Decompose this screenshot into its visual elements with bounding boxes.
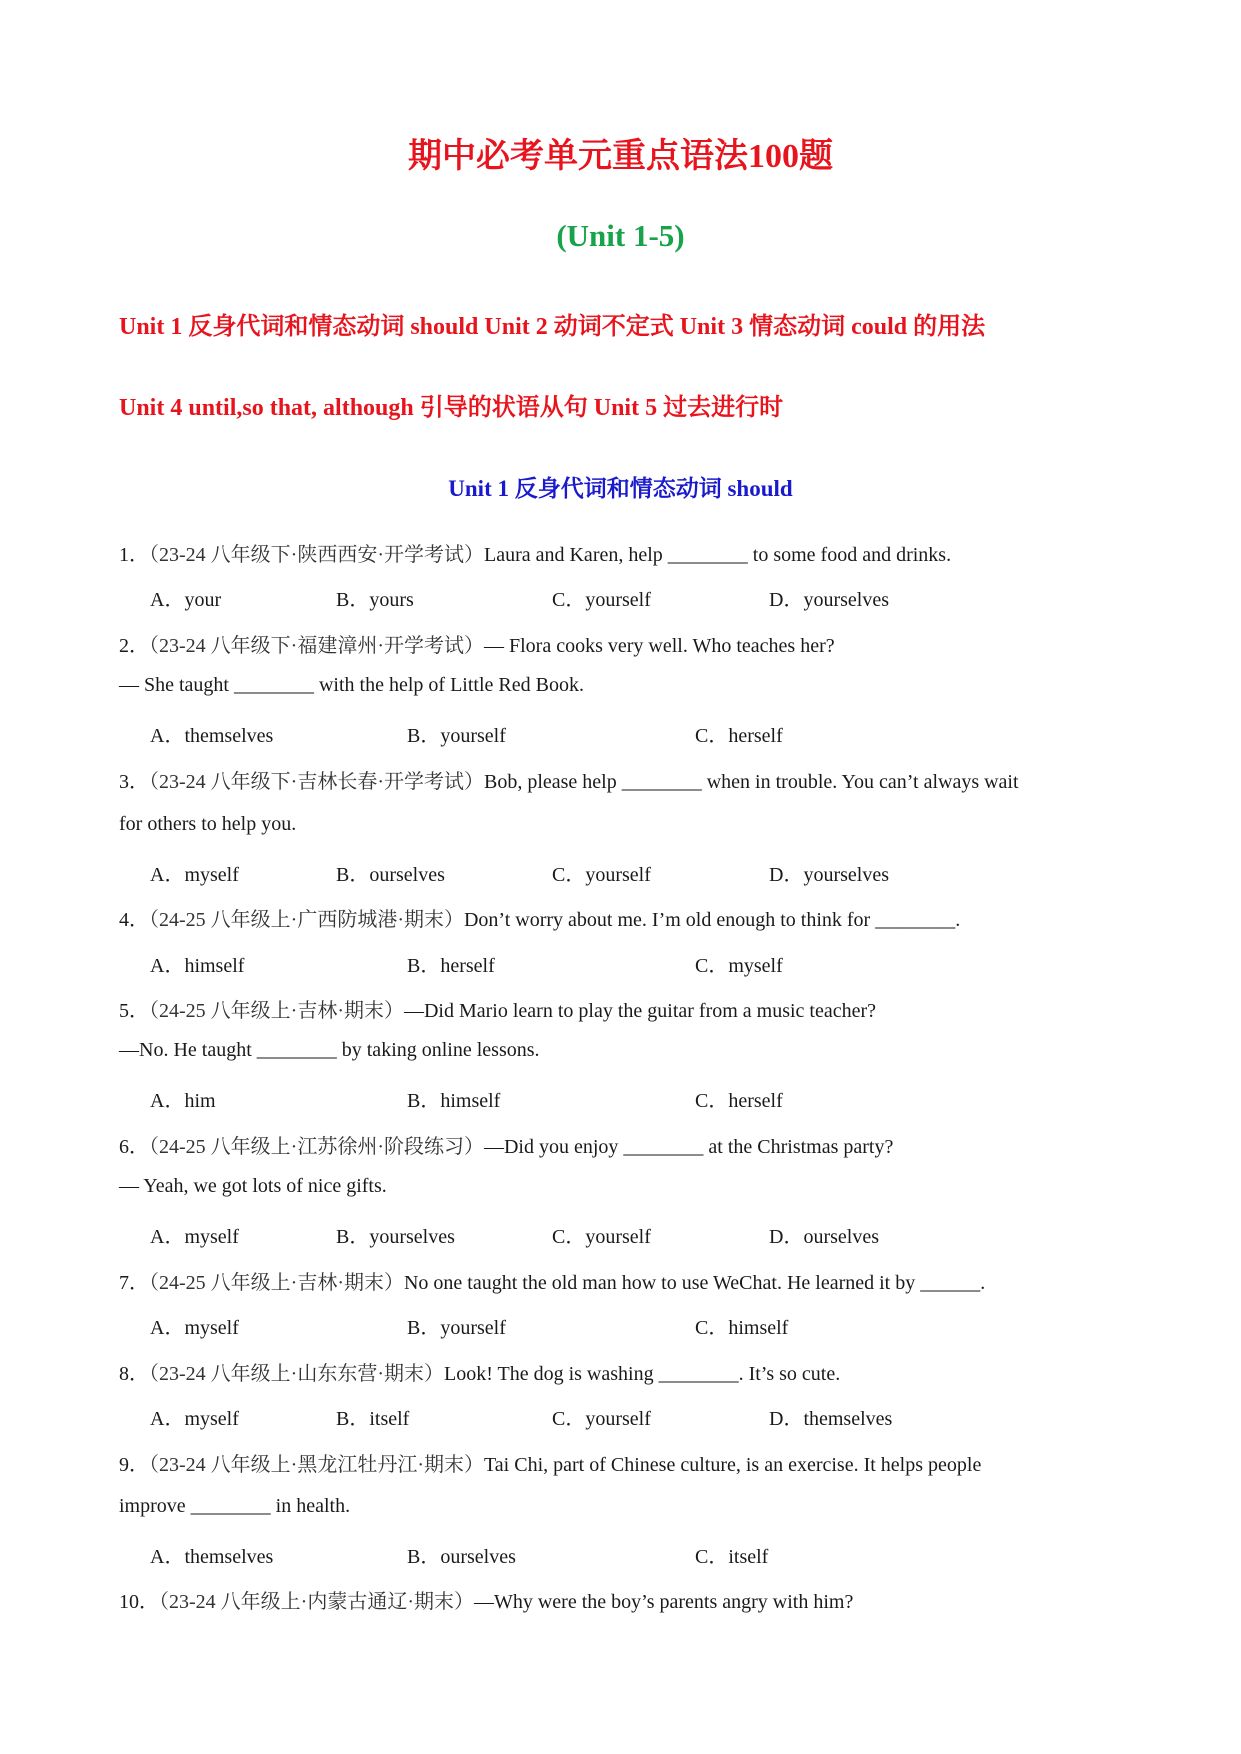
question-source: （24-25 八年级上·广西防城港·期末） [149, 909, 464, 931]
option-a: A．myself [150, 1226, 239, 1248]
option-b: B．itself [336, 1408, 410, 1430]
option-a: A．your [150, 589, 222, 611]
option-d: D．ourselves [769, 1226, 879, 1248]
question-source: （24-25 八年级上·吉林·期末） [149, 1000, 404, 1022]
page-subtitle: (Unit 1-5) [556, 218, 685, 253]
question-source: （23-24 八年级上·山东东营·期末） [149, 1363, 444, 1385]
option-a: A．himself [150, 955, 245, 977]
question-source: （24-25 八年级上·吉林·期末） [149, 1272, 404, 1294]
option-b: B．ourselves [336, 864, 445, 886]
section-heading: Unit 1 反身代词和情态动词 should [448, 476, 793, 501]
question-source: （23-24 八年级下·吉林长春·开学考试） [149, 771, 484, 793]
option-b: B．yourselves [336, 1226, 455, 1248]
option-b: B．ourselves [407, 1546, 516, 1568]
question-2-continuation: — She taught ________ with the help of Little Red Book. [119, 674, 584, 696]
question-source: （23-24 八年级上·内蒙古通辽·期末） [159, 1591, 474, 1613]
option-a: A．him [150, 1090, 216, 1112]
question-source: （24-25 八年级上·江苏徐州·阶段练习） [149, 1136, 484, 1158]
question-6 [119, 1130, 893, 1159]
question-5-continuation: —No. He taught ________ by taking online lessons. [119, 1039, 540, 1061]
question-1 [119, 538, 951, 567]
question-9-continuation: improve ________ in health. [119, 1495, 351, 1517]
question-3-continuation: for others to help you. [119, 813, 297, 835]
question-number: 9． [119, 1454, 149, 1476]
question-text: No one taught the old man how to use WeChat. He learned it by ______. [403, 1272, 986, 1294]
units-overview-line-1: Unit 1 反身代词和情态动词 should Unit 2 动词不定式 Unit 3 情态动词 could 的用法 [119, 314, 986, 340]
question-number: 1． [119, 544, 149, 566]
option-d: D．yourselves [769, 864, 889, 886]
option-b: B．yourself [407, 1317, 506, 1339]
option-d: D．themselves [769, 1408, 893, 1430]
option-b: B．herself [407, 955, 495, 977]
question-source: （23-24 八年级下·陕西西安·开学考试） [149, 544, 484, 566]
option-a: A．myself [150, 1317, 239, 1339]
option-b: B．yours [336, 589, 414, 611]
option-c: C．itself [695, 1546, 769, 1568]
question-text: — Flora cooks very well. Who teaches her? [483, 635, 835, 657]
option-c: C．herself [695, 1090, 783, 1112]
option-b: B．himself [407, 1090, 501, 1112]
option-c: C．yourself [552, 864, 651, 886]
option-a: A．myself [150, 1408, 239, 1430]
question-2 [119, 629, 835, 658]
question-number: 5． [119, 1000, 149, 1022]
question-text: —Did you enjoy ________ at the Christmas party? [483, 1136, 894, 1158]
option-a: A．themselves [150, 1546, 274, 1568]
question-text: —Did Mario learn to play the guitar from a music teacher? [403, 1000, 877, 1022]
question-number: 7． [119, 1272, 149, 1294]
question-3 [119, 765, 1019, 794]
option-a: A．themselves [150, 725, 274, 747]
question-text: Look! The dog is washing ________. It’s so cute. [443, 1363, 841, 1385]
question-7 [119, 1266, 985, 1295]
option-a: A．myself [150, 864, 239, 886]
question-source: （23-24 八年级上·黑龙江牡丹江·期末） [149, 1454, 484, 1476]
question-number: 4． [119, 909, 149, 931]
option-d: D．yourselves [769, 589, 889, 611]
question-9 [119, 1448, 981, 1477]
question-text: Tai Chi, part of Chinese culture, is an exercise. It helps people [483, 1454, 982, 1476]
units-overview-line-2: Unit 4 until,so that, although 引导的状语从句 Unit 5 过去进行时 [119, 395, 784, 421]
option-c: C．herself [695, 725, 783, 747]
question-source: （23-24 八年级下·福建漳州·开学考试） [149, 635, 484, 657]
option-c: C．myself [695, 955, 783, 977]
question-number: 6． [119, 1136, 149, 1158]
question-5 [119, 994, 876, 1023]
question-10 [119, 1585, 853, 1614]
option-c: C．himself [695, 1317, 789, 1339]
page-title: 期中必考单元重点语法100题 [408, 138, 833, 175]
question-number: 10． [119, 1591, 159, 1613]
question-text: —Why were the boy’s parents angry with him? [473, 1591, 854, 1613]
question-6-continuation: — Yeah, we got lots of nice gifts. [119, 1175, 387, 1197]
question-8 [119, 1357, 840, 1386]
question-text: Don’t worry about me. I’m old enough to think for ________. [463, 909, 961, 931]
question-text: Bob, please help ________ when in trouble. You can’t always wait [483, 771, 1019, 793]
option-c: C．yourself [552, 1408, 651, 1430]
question-number: 3． [119, 771, 149, 793]
question-number: 2． [119, 635, 149, 657]
option-b: B．yourself [407, 725, 506, 747]
question-4 [119, 903, 960, 932]
option-c: C．yourself [552, 589, 651, 611]
option-c: C．yourself [552, 1226, 651, 1248]
question-number: 8． [119, 1363, 149, 1385]
question-text: Laura and Karen, help ________ to some food and drinks. [483, 544, 952, 566]
